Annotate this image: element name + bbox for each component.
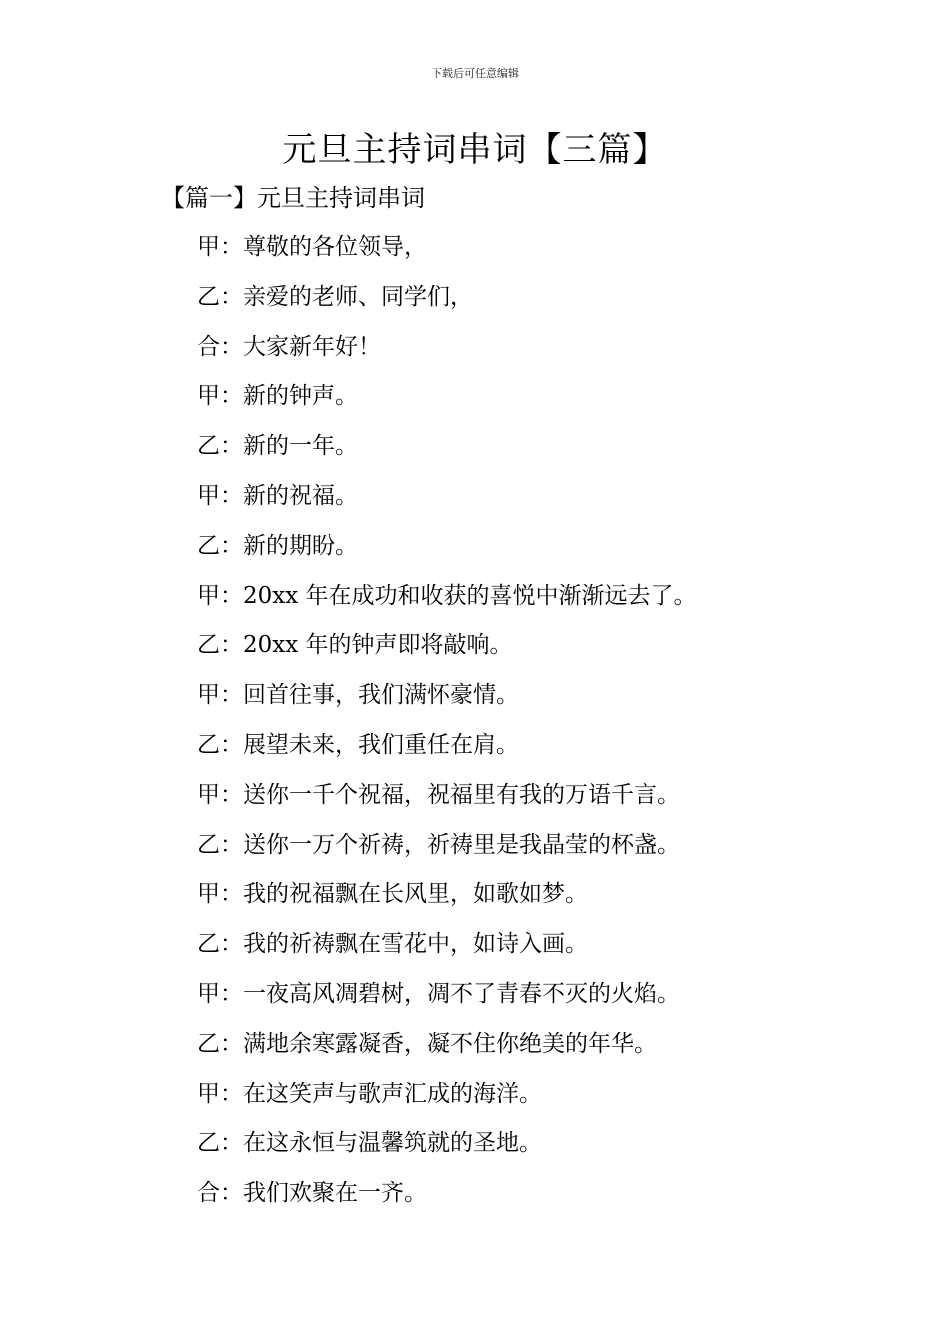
line-text: 20xx 年的钟声即将敲响。	[243, 632, 513, 659]
line-text: 我们欢聚在一齐。	[243, 1180, 427, 1207]
speaker-colon: ：	[220, 482, 243, 509]
line-text: 尊敬的各位领导，	[243, 234, 427, 260]
line-text: 一夜高风凋碧树，凋不了青春不灭的火焰。	[243, 980, 680, 1007]
speaker-colon: ：	[220, 632, 243, 659]
dialogue-line	[197, 330, 897, 380]
speaker-label: 甲	[197, 582, 220, 609]
dialogue-line	[197, 429, 897, 479]
dialogue-line	[197, 927, 897, 977]
speaker-colon: ：	[220, 1130, 243, 1157]
dialogue-line	[197, 379, 897, 429]
line-text: 在这笑声与歌声汇成的海洋。	[243, 1080, 542, 1107]
line-text: 新的钟声。	[243, 383, 358, 410]
speaker-colon: ：	[220, 931, 243, 958]
speaker-label: 乙	[197, 1030, 220, 1057]
speaker-label: 甲	[197, 881, 220, 908]
speaker-label: 合	[197, 1180, 220, 1207]
line-text: 20xx 年在成功和收获的喜悦中渐渐远去了。	[243, 582, 697, 609]
speaker-colon: ：	[220, 980, 243, 1007]
speaker-label: 乙	[197, 433, 220, 460]
speaker-colon: ：	[220, 433, 243, 460]
line-text: 我的祈祷飘在雪花中，如诗入画。	[243, 931, 588, 958]
speaker-colon: ：	[220, 383, 243, 410]
dialogue-line	[197, 977, 897, 1027]
line-text: 新的一年。	[243, 433, 358, 460]
speaker-label: 甲	[197, 234, 220, 260]
speaker-colon: ：	[220, 1080, 243, 1107]
dialogue-line	[197, 877, 897, 927]
speaker-label: 合	[197, 333, 220, 360]
dialogue-line	[197, 678, 897, 728]
line-text: 回首往事，我们满怀豪情。	[243, 682, 519, 709]
speaker-label: 乙	[197, 931, 220, 958]
line-text: 展望未来，我们重任在肩。	[243, 731, 519, 758]
speaker-colon: ：	[220, 582, 243, 609]
speaker-label: 乙	[197, 831, 220, 858]
speaker-colon: ：	[220, 333, 243, 360]
dialogue-line	[197, 280, 897, 330]
speaker-label: 甲	[197, 781, 220, 808]
header-note: 下载后可任意编辑	[431, 67, 519, 80]
speaker-label: 乙	[197, 283, 220, 310]
speaker-label: 甲	[197, 482, 220, 509]
speaker-colon: ：	[220, 234, 243, 260]
line-text: 新的期盼。	[243, 532, 358, 559]
speaker-label: 甲	[197, 1080, 220, 1107]
speaker-colon: ：	[220, 831, 243, 858]
line-text: 在这永恒与温馨筑就的圣地。	[243, 1130, 542, 1157]
dialogue-line	[197, 628, 897, 678]
dialogue-list	[197, 230, 897, 1226]
line-text: 我的祝福飘在长风里，如歌如梦。	[243, 881, 588, 908]
dialogue-line	[197, 479, 897, 529]
speaker-label: 甲	[197, 383, 220, 410]
line-text: 新的祝福。	[243, 482, 358, 509]
line-text: 大家新年好！	[243, 333, 381, 360]
dialogue-line	[197, 1176, 897, 1226]
speaker-label: 乙	[197, 1130, 220, 1157]
line-text: 亲爱的老师、同学们，	[243, 283, 473, 310]
speaker-colon: ：	[220, 1030, 243, 1057]
section-heading: 【篇一】元旦主持词串词	[161, 184, 425, 212]
speaker-colon: ：	[220, 731, 243, 758]
speaker-colon: ：	[220, 283, 243, 310]
speaker-colon: ：	[220, 1180, 243, 1207]
line-text: 送你一万个祈祷，祈祷里是我晶莹的杯盏。	[243, 831, 680, 858]
dialogue-line	[197, 728, 897, 778]
dialogue-line	[197, 230, 897, 280]
speaker-label: 乙	[197, 532, 220, 559]
speaker-colon: ：	[220, 881, 243, 908]
line-text: 满地余寒露凝香，凝不住你绝美的年华。	[243, 1030, 657, 1057]
speaker-colon: ：	[220, 781, 243, 808]
speaker-colon: ：	[220, 682, 243, 709]
speaker-label: 乙	[197, 731, 220, 758]
dialogue-line	[197, 1126, 897, 1176]
speaker-colon: ：	[220, 532, 243, 559]
speaker-label: 甲	[197, 980, 220, 1007]
speaker-label: 甲	[197, 682, 220, 709]
dialogue-line	[197, 529, 897, 579]
dialogue-line	[197, 1027, 897, 1077]
dialogue-line	[197, 1077, 897, 1127]
line-text: 送你一千个祝福，祝福里有我的万语千言。	[243, 781, 680, 808]
dialogue-line	[197, 778, 897, 828]
speaker-label: 乙	[197, 632, 220, 659]
document-title: 元旦主持词串词【三篇】	[282, 130, 668, 170]
dialogue-line	[197, 828, 897, 878]
dialogue-line	[197, 579, 897, 629]
